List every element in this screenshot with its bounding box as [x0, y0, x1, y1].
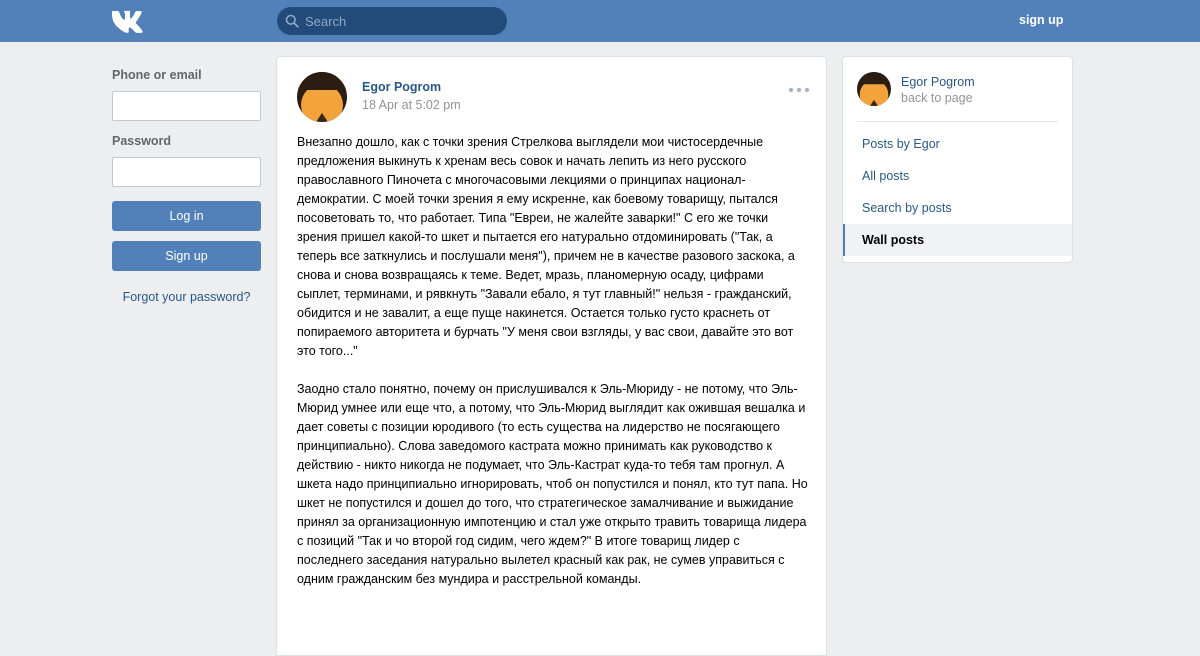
- forgot-password-link[interactable]: Forgot your password?: [122, 290, 251, 304]
- more-dots-icon[interactable]: [788, 87, 810, 93]
- post-paragraph: Внезапно дошло, как с точки зрения Стрелкова выглядели мои чистосердечные предложения выкинуть к хренам весь совок и начать лепить из него русского православного Пиночета с многочасовыми лекциями о принципах национал-демократии. С моей точки зрения я ему искренне, как боевому товарищу, пытался посоветовать то, что работает. Типа "Евреи, не жалейте заварки!" С его же точки зрения пришел какой-то шкет и пытается его натурально отдоминировать ("Так, а теперь все заткнулись и послушали меня"), причем не в качестве разового заскока, а снова и снова возвращаясь к теме. Ведет, мразь, планомерную осаду, цифрами сыплет, терминами, и рявкнуть "Завали ебало, я тут главный!" нельзя - гражданский, обидится и не завалит, а еще пуще накинется. Остается только густо краснеть от попираемого авторитета и бурчать "У меня свои взгляды, у вас свои, давайте это вот это того...": [297, 135, 795, 358]
- phone-label: Phone or email: [112, 68, 202, 82]
- side-profile-name[interactable]: Egor Pogrom: [901, 75, 975, 89]
- login-panel: [112, 68, 261, 304]
- login-button[interactable]: Log in: [112, 201, 261, 231]
- signup-button[interactable]: Sign up: [112, 241, 261, 271]
- top-header: [0, 0, 1200, 42]
- profile-side-panel: [842, 56, 1073, 263]
- author-avatar[interactable]: [297, 72, 347, 122]
- post-text: [297, 133, 809, 608]
- menu-item-all-posts[interactable]: All posts: [862, 169, 910, 183]
- back-to-page-link[interactable]: back to page: [901, 91, 973, 105]
- password-label: Password: [112, 134, 172, 148]
- post-paragraph: Заодно стало понятно, почему он прислушивался к Эль-Мюриду - не потому, что Эль-Мюрид умнее или еще что, а потому, что Эль-Мюрид выглядит как ожившая вешалка и дает советы с позиции юродивого (то есть существа на лидерство не посягающего принципиально). Слова заведомого кастрата можно принимать как руководство к действию - никто никогда не подумает, что Эль-Кастрат куда-то тебя там прогнул. А шкета надо принципиально игнорировать, чтоб он попустился и понял, кто тут папа. Но шкет не попустился и дошел до того, что стратегическое замалчивание и выжидание принял за организационную импотенцию и стал уже открыто травить товарища лидера с позиций "Так и чо второй год сидим, чего ждем?" В итоге товарищ лидер с последнего заседания натурально вылетел красный как рак, не сумев управиться с одним гражданским без мундира и расстрельной команды.: [297, 382, 808, 586]
- side-menu: [843, 128, 1072, 256]
- menu-item-wall-posts[interactable]: Wall posts: [843, 224, 1072, 256]
- phone-email-field[interactable]: [112, 91, 261, 121]
- post-author-link[interactable]: Egor Pogrom: [362, 80, 442, 94]
- menu-item-search-posts[interactable]: Search by posts: [862, 201, 952, 215]
- divider: [857, 121, 1058, 122]
- side-avatar[interactable]: [857, 72, 891, 106]
- header-signup-link[interactable]: sign up: [1019, 13, 1064, 27]
- password-field[interactable]: [112, 157, 261, 187]
- menu-item-posts-by-egor[interactable]: Posts by Egor: [862, 137, 940, 151]
- search-input[interactable]: [305, 7, 500, 35]
- search-icon: [285, 14, 299, 28]
- vk-logo-icon[interactable]: [112, 9, 146, 33]
- wall-post: [276, 56, 827, 656]
- post-date[interactable]: 18 Apr at 5:02 pm: [362, 98, 461, 112]
- search-box[interactable]: [277, 7, 507, 35]
- avatar-image: [857, 72, 891, 106]
- avatar-image: [297, 72, 347, 122]
